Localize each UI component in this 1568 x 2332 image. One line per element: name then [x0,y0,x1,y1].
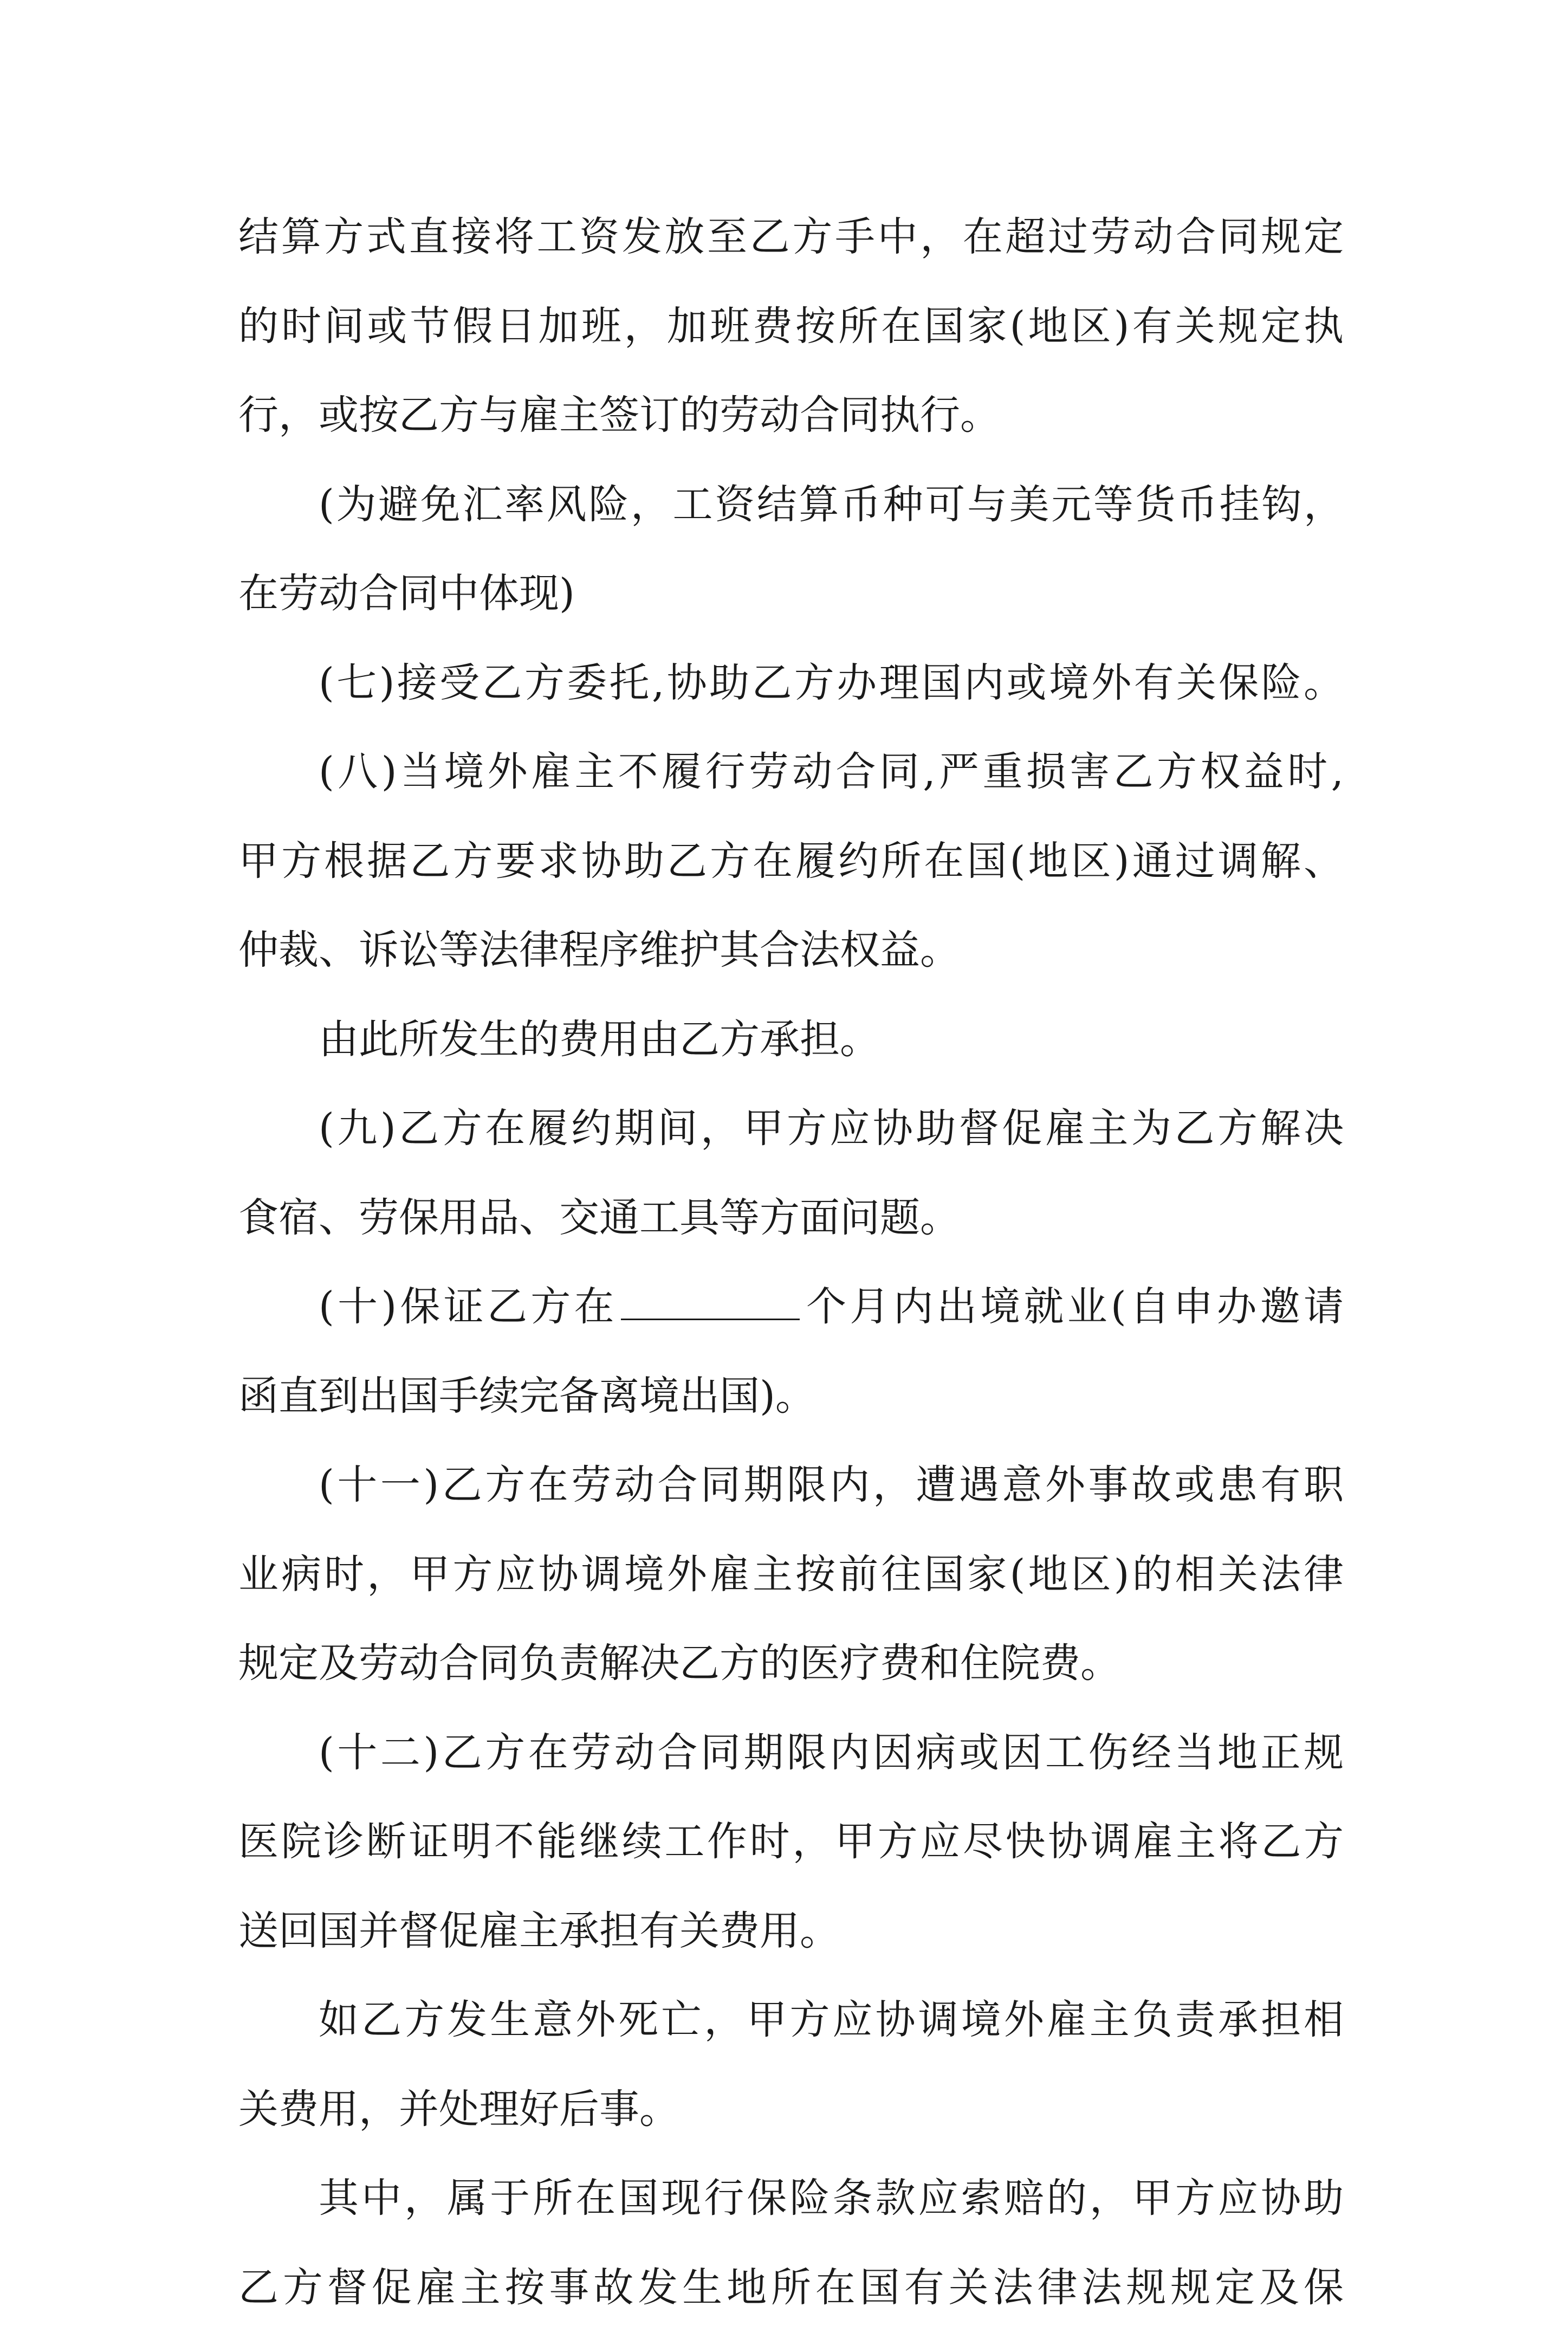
text-segment: (十)保证乙方在 [319,1283,618,1330]
text-line: 的时间或节假日加班，加班费按所在国家(地区)有关规定执 [238,282,1344,371]
text-line: (七)接受乙方委托,协助乙方办理国内或境外有关保险。 [238,638,1344,728]
text-line: 食宿、劳保用品、交通工具等方面问题。 [238,1173,1344,1263]
text-line: 规定及劳动合同负责解决乙方的医疗费和住院费。 [238,1619,1344,1708]
text-line: 行，或按乙方与雇主签订的劳动合同执行。 [238,371,1344,460]
text-line: 其中，属于所在国现行保险条款应索赔的，甲方应协助 [238,2154,1344,2243]
text-line: 如乙方发生意外死亡，甲方应协调境外雇主负责承担相 [238,1975,1344,2065]
text-line: (为避免汇率风险，工资结算币种可与美元等货币挂钩， [238,460,1344,550]
text-line: 函直到出国手续完备离境出国)。 [238,1352,1344,1441]
text-line: (十一)乙方在劳动合同期限内，遭遇意外事故或患有职 [238,1440,1344,1530]
text-line: 甲方根据乙方要求协助乙方在履约所在国(地区)通过调解、 [238,817,1344,906]
text-line: 仲裁、诉讼等法律程序维护其合法权益。 [238,906,1344,995]
text-line: 乙方督促雇主按事故发生地所在国有关法律法规规定及保 [238,2243,1344,2332]
text-line: 医院诊断证明不能继续工作时，甲方应尽快协调雇主将乙方 [238,1797,1344,1887]
text-line: 由此所发生的费用由乙方承担。 [238,995,1344,1084]
text-line: 关费用，并处理好后事。 [238,2065,1344,2154]
text-line: 结算方式直接将工资发放至乙方手中，在超过劳动合同规定 [238,192,1344,282]
text-line: 业病时，甲方应协调境外雇主按前往国家(地区)的相关法律 [238,1530,1344,1619]
text-line: 在劳动合同中体现) [238,549,1344,638]
text-segment: 个月内出境就业(自申办邀请 [803,1283,1344,1330]
fill-in-blank [621,1286,800,1320]
document-body [238,192,1344,2332]
text-line: 送回国并督促雇主承担有关费用。 [238,1887,1344,1976]
text-line: (九)乙方在履约期间，甲方应协助督促雇主为乙方解决 [238,1084,1344,1173]
text-line-with-blank [238,1262,1344,1352]
text-line: (八)当境外雇主不履行劳动合同,严重损害乙方权益时, [238,727,1344,817]
text-line: (十二)乙方在劳动合同期限内因病或因工伤经当地正规 [238,1708,1344,1798]
